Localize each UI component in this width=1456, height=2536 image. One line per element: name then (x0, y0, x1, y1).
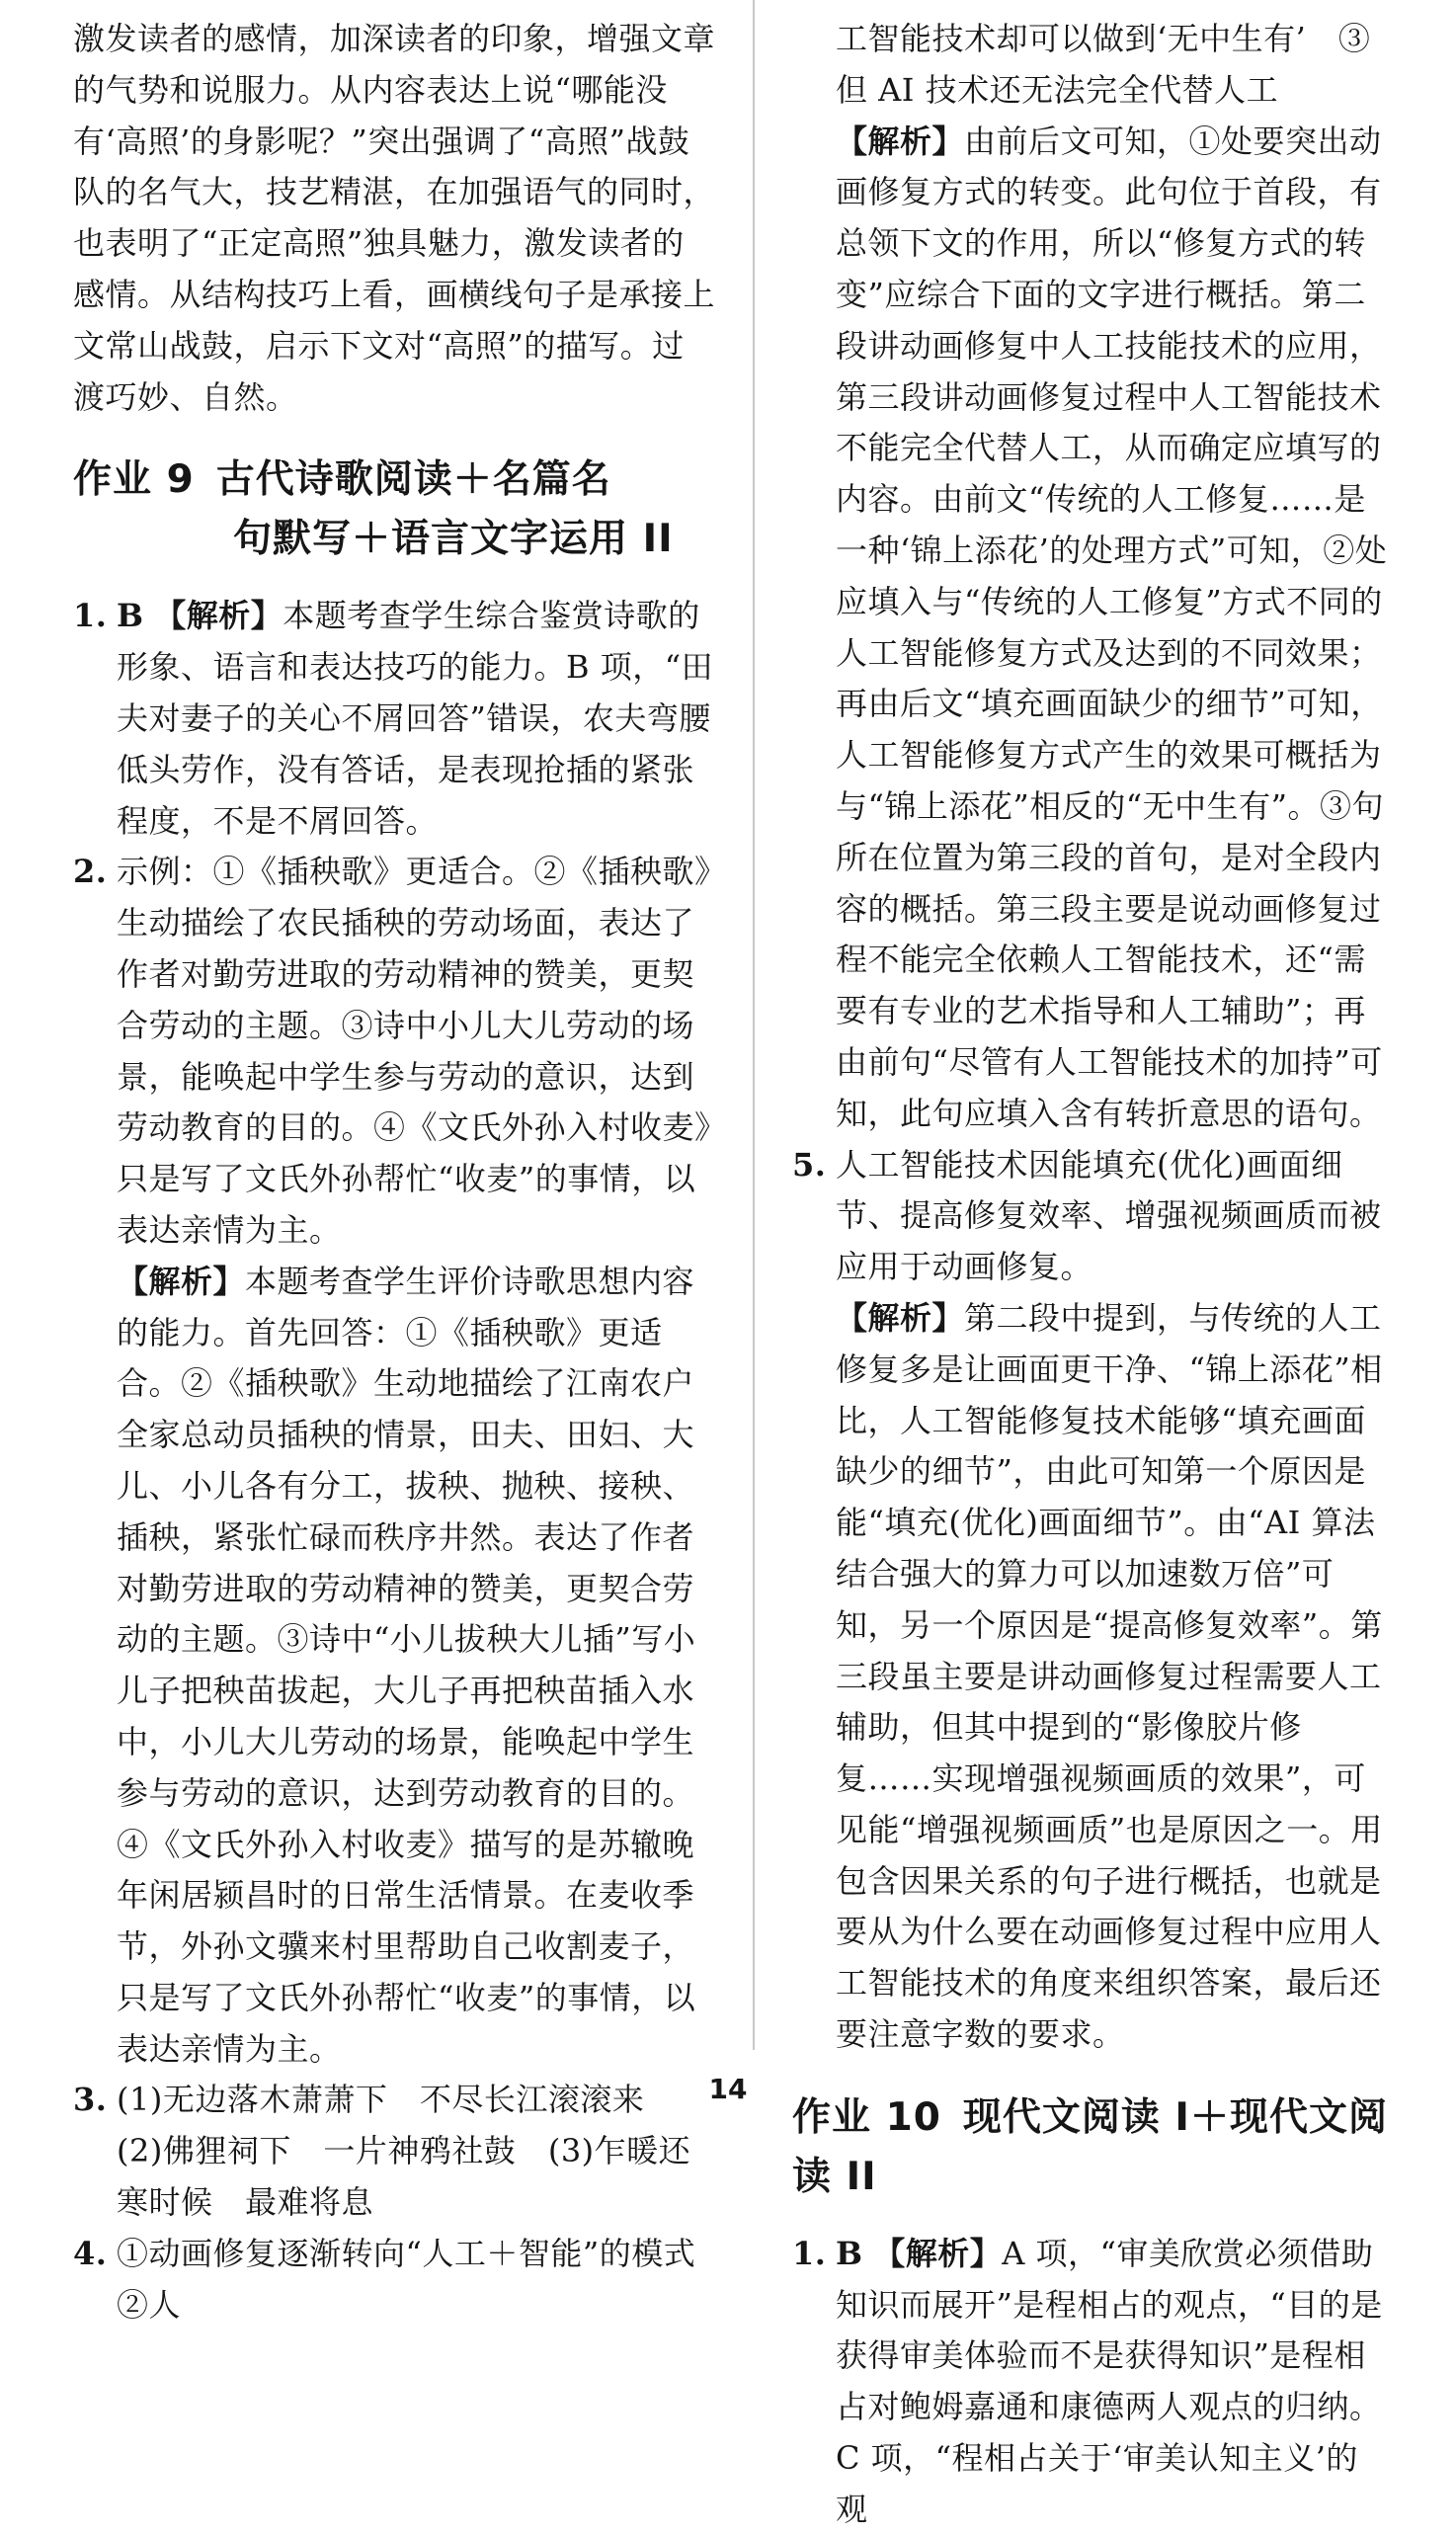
section-10-number: 作业 10 (792, 2094, 941, 2140)
section-9-heading (73, 450, 715, 569)
column-divider (753, 0, 755, 2050)
analysis-text: 本题考查学生评价诗歌思想内容的能力。首先回答：①《插秧歌》更适合。②《插秧歌》生动地描绘了江南农户全家总动员插秧的情景，田夫、田妇、大儿、小儿各有分工，拔秧、抛秧、接秧、插秧，紧张忙碌而秩序井然。表达了作者对勤劳进取的劳动精神的赞美，更契合劳动的主题。③诗中“小儿拔秧大儿插”写小儿子把秧苗拔起，大儿子再把秧苗插入水中，小儿大儿劳动的场景，能唤起中学生参与劳动的意识，达到劳动教育的目的。④《文氏外孙入村收麦》描写的是苏辙晚年闲居颍昌时的日常生活情景。在麦收季节，外孙文骥来村里帮助自己收割麦子，只是写了文氏外孙帮忙“收麦”的事情，以表达亲情为主。 (117, 1262, 696, 2068)
question-text: 本题考查学生综合鉴赏诗歌的形象、语言和表达技巧的能力。B 项，“田夫对妻子的关心不屑回答”错误，农夫弯腰低头劳作，没有答话，是表现抢插的紧张程度，不是不屑回答。 (117, 597, 714, 840)
analysis-text: A 项，“审美欣赏必须借助知识而展开”是程相占的观点，“目的是获得审美体验而不是获得知识”是程相占对鲍姆嘉通和康德两人观点的归纳。C 项，“程相占关于‘审美认知主义’的观 (836, 2234, 1383, 2528)
answer-letter: B (836, 2234, 863, 2272)
analysis-text: 由前后文可知，①处要突出动画修复方式的转变。此句位于首段，有总领下文的作用，所以“修复方式的转变”应综合下面的文字进行概括。第二段讲动画修复中人工技能技术的应用，第三段讲动画修复过程中人工智能技术不能完全代替人工，从而确定应填写的内容。由前文“传统的人工修复……是一种‘锦上添花’的处理方式”可知，②处应填入与“传统的人工修复”方式不同的人工智能修复方式及达到的不同效果；再由后文“填充画面缺少的细节”可知，人工智能修复方式产生的效果可概括为与“锦上添花”相反的“无中生有”。③句所在位置为第三段的首句，是对全段内容的概括。第三段主要是说动画修复过程不能完全依赖人工智能技术，还“需要有专业的艺术指导和人工辅助”；再由前句“尽管有人工智能技术的加持”可知，此句应填入含有转折意思的语句。 (836, 122, 1388, 1132)
question-2-analysis (73, 1257, 715, 2076)
answer-text: 示例：①《插秧歌》更适合。②《插秧歌》生动描绘了农民插秧的劳动场面，表达了作者对勤劳进取的劳动精神的赞美，更契合劳动的主题。③诗中小儿大儿劳动的场景，能唤起中学生参与劳动的意识，达到劳动教育的目的。④《文氏外孙入村收麦》只是写了文氏外孙帮忙“收麦”的事情，以表达亲情为主。 (117, 853, 711, 1249)
question-number: 1. (792, 2234, 827, 2272)
question-5-analysis (792, 1293, 1389, 2061)
right-column (792, 14, 1389, 2536)
answer-text: (1)无边落木萧萧下 不尽长江滚滚来 (2)佛狸祠下 一片神鸦社鼓 (3)乍暖还寒时候 最难将息 (117, 2081, 691, 2222)
page-number: 14 (708, 2073, 748, 2105)
answer-text: 人工智能技术因能填充(优化)画面细节、提高修复效率、增强视频画质而被应用于动画修复。 (836, 1145, 1382, 1286)
question-4-analysis (792, 117, 1389, 1140)
analysis-tag: 【解析】 (154, 597, 283, 635)
question-number: 4. (73, 2234, 108, 2272)
question-4 (73, 2229, 728, 2331)
question-number: 1. (73, 597, 108, 635)
analysis-tag: 【解析】 (873, 2234, 1003, 2272)
question-2 (73, 847, 715, 1256)
question-4-continued: 工智能技术却可以做到‘无中生有’ ③但 AI 技术还无法完全代替人工 (836, 20, 1371, 109)
section-9-title-line1: 古代诗歌阅读＋名篇名 (215, 457, 611, 503)
intro-paragraph: 激发读者的感情，加深读者的印象，增强文章的气势和说服力。从内容表达上说“哪能没有‘高照’的身影呢？”突出强调了“高照”战鼓队的名气大，技艺精湛，在加强语气的同时，也表明了“正定高照”独具魅力，激发读者的感情。从结构技巧上看，画横线句子是承接上文常山战鼓，启示下文对“高照”的描写。过渡巧妙、自然。 (73, 20, 716, 416)
section-9-number: 作业 9 (73, 457, 195, 503)
question-number: 3. (73, 2081, 108, 2119)
section-10-title: 现代文阅读 I＋现代文阅读 II (792, 2094, 1388, 2199)
section-9-title-line2: 句默写＋语言文字运用 II (233, 517, 674, 562)
question-5 (792, 1140, 1389, 1293)
question-1 (73, 591, 715, 847)
analysis-tag: 【解析】 (117, 1262, 246, 1300)
section-10-heading (792, 2088, 1389, 2207)
analysis-tag: 【解析】 (836, 122, 965, 160)
question-number: 5. (792, 1145, 827, 1184)
question-number: 2. (73, 853, 108, 891)
answer-letter: B (117, 597, 144, 635)
section-10-question-1 (792, 2229, 1389, 2536)
answer-text: ①动画修复逐渐转向“人工＋智能”的模式 ②人 (117, 2234, 728, 2324)
analysis-tag: 【解析】 (836, 1298, 965, 1337)
analysis-text: 第二段中提到，与传统的人工修复多是让画面更干净、“锦上添花”相比，人工智能修复技术能够“填充画面缺少的细节”，由此可知第一个原因是能“填充(优化)画面细节”。由“AI 算法结合强大的算力可以加速数万倍”可知，另一个原因是“提高修复效率”。第三段虽主要是讲动画修复过程需要人工辅助，但其中提到的“影像胶片修复……实现增强视频画质的效果”，可见能“增强视频画质”也是原因之一。用包含因果关系的句子进行概括，也就是要从为什么要在动画修复过程中应用人工智能技术的角度来组织答案，最后还要注意字数的要求。 (836, 1298, 1383, 2054)
